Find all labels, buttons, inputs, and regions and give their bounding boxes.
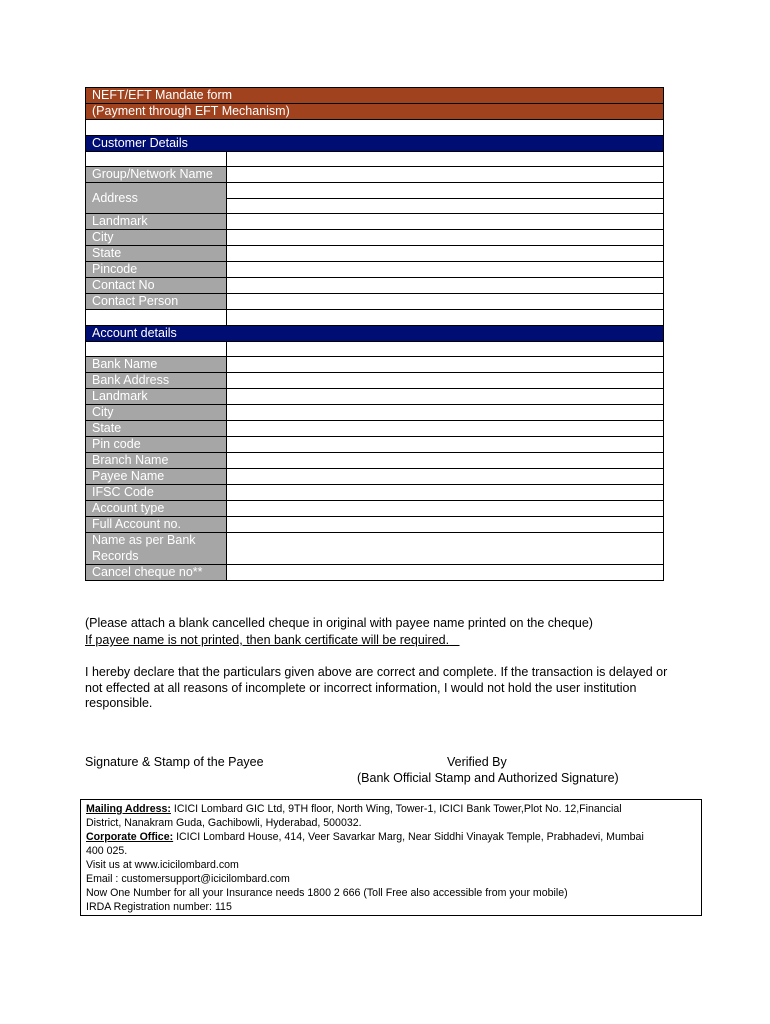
bank-city-label: City [86, 405, 227, 421]
group-name-field[interactable] [227, 167, 664, 183]
website-line: Visit us at www.icicilombard.com [86, 859, 239, 871]
certificate-note-text: If payee name is not printed, then bank certificate will be required. [85, 633, 450, 647]
corporate-office-label: Corporate Office: [86, 831, 174, 843]
pincode-label: Pincode [86, 262, 227, 278]
pin-code-label: Pin code [86, 437, 227, 453]
cancel-cheque-label: Cancel cheque no** [86, 565, 227, 581]
blank-value-cell[interactable] [227, 341, 664, 357]
name-as-per-bank-line2: Records [92, 548, 139, 563]
declaration-line1: I hereby declare that the particulars given above are correct and complete. If the transaction is delayed or [85, 665, 668, 679]
irda-line: IRDA Registration number: 115 [86, 901, 232, 913]
pincode-field[interactable] [227, 262, 664, 278]
bank-name-label: Bank Name [86, 357, 227, 373]
corporate-office-line2: 400 025. [86, 845, 128, 857]
payee-signature-label: Signature & Stamp of the Payee [85, 755, 264, 769]
branch-name-label: Branch Name [86, 453, 227, 469]
contact-no-label: Contact No [86, 278, 227, 294]
payee-name-field[interactable] [227, 469, 664, 485]
branch-name-field[interactable] [227, 453, 664, 469]
mandate-form-table [85, 87, 664, 581]
blank-label-cell [86, 151, 227, 167]
customer-details-heading: Customer Details [86, 135, 664, 151]
declaration [85, 665, 700, 712]
account-type-label: Account type [86, 501, 227, 517]
ifsc-code-label: IFSC Code [86, 485, 227, 501]
account-details-heading: Account details [86, 325, 664, 341]
footer-box [80, 799, 702, 916]
mailing-address [86, 802, 696, 816]
landmark-label: Landmark [86, 214, 227, 230]
email-line: Email : customersupport@icicilombard.com [86, 873, 290, 885]
form-subtitle: (Payment through EFT Mechanism) [86, 104, 664, 120]
declaration-line3: responsible. [85, 696, 153, 710]
name-as-per-bank-field[interactable] [227, 533, 664, 565]
contact-no-field[interactable] [227, 278, 664, 294]
phone-line: Now One Number for all your Insurance needs 1800 2 666 (Toll Free also accessible from your mobile) [86, 887, 568, 899]
blank-label-cell [86, 341, 227, 357]
bank-city-field[interactable] [227, 405, 664, 421]
payee-name-label: Payee Name [86, 469, 227, 485]
bank-state-label: State [86, 421, 227, 437]
state-field[interactable] [227, 246, 664, 262]
ifsc-code-field[interactable] [227, 485, 664, 501]
name-as-per-bank-label [86, 533, 227, 565]
corporate-office-line1: ICICI Lombard House, 414, Veer Savarkar Marg, Near Siddhi Vinayak Temple, Prabhadevi, Mumbai [173, 831, 644, 843]
account-type-field[interactable] [227, 501, 664, 517]
contact-person-field[interactable] [227, 294, 664, 310]
name-as-per-bank-line1: Name as per Bank [92, 533, 196, 547]
bank-landmark-field[interactable] [227, 389, 664, 405]
verified-by-label: Verified By [447, 755, 507, 769]
blank-value-cell[interactable] [227, 310, 664, 326]
state-label: State [86, 246, 227, 262]
mailing-address-line2: District, Nanakram Guda, Gachibowli, Hyderabad, 500032. [86, 817, 362, 829]
contact-person-label: Contact Person [86, 294, 227, 310]
group-name-label: Group/Network Name [86, 167, 227, 183]
city-field[interactable] [227, 230, 664, 246]
declaration-line2: not effected at all reasons of incomplete or incorrect information, I would not hold the user institution [85, 680, 637, 695]
city-label: City [86, 230, 227, 246]
mailing-address-line1: ICICI Lombard GIC Ltd, 9TH floor, North Wing, Tower-1, ICICI Bank Tower,Plot No. 12,Financial [170, 803, 622, 815]
certificate-note [85, 633, 700, 649]
cancel-cheque-field[interactable] [227, 565, 664, 581]
bank-state-field[interactable] [227, 421, 664, 437]
corporate-office [86, 830, 696, 844]
landmark-field[interactable] [227, 214, 664, 230]
bank-address-label: Bank Address [86, 373, 227, 389]
address-field-2[interactable] [227, 198, 664, 214]
bank-official-label: (Bank Official Stamp and Authorized Signature) [357, 771, 619, 785]
pin-code-field[interactable] [227, 437, 664, 453]
address-label: Address [86, 183, 227, 214]
bank-landmark-label: Landmark [86, 389, 227, 405]
spacer-row [86, 120, 664, 136]
blank-value-cell[interactable] [227, 151, 664, 167]
blank-label-cell [86, 310, 227, 326]
bank-address-field[interactable] [227, 373, 664, 389]
bank-name-field[interactable] [227, 357, 664, 373]
full-account-no-field[interactable] [227, 517, 664, 533]
full-account-no-label: Full Account no. [86, 517, 227, 533]
mailing-address-label: Mailing Address: [86, 803, 171, 815]
address-field-1[interactable] [227, 183, 664, 199]
form-title: NEFT/EFT Mandate form [86, 88, 664, 104]
attach-note: (Please attach a blank cancelled cheque in original with payee name printed on the cheque) [85, 616, 593, 630]
